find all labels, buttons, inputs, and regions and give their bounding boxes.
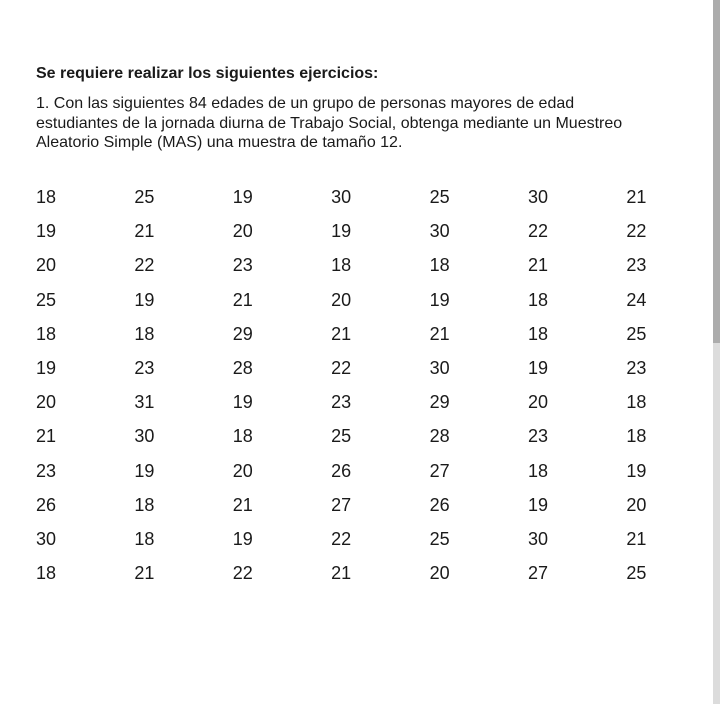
age-cell: 18 (232, 426, 253, 447)
ages-table (36, 187, 720, 597)
age-cell: 30 (36, 528, 57, 549)
age-cell: 19 (232, 528, 253, 549)
age-cell: 28 (429, 426, 450, 447)
age-cell: 23 (36, 460, 57, 481)
age-cell: 21 (626, 187, 647, 207)
age-cell: 19 (527, 357, 548, 378)
age-cell: 18 (36, 323, 57, 344)
age-cell: 25 (429, 187, 450, 207)
instruction-line-1: 1. Con las siguientes 84 edades de un grupo de personas mayores de edad (36, 95, 575, 112)
age-cell: 18 (626, 392, 647, 413)
age-cell: 26 (429, 494, 450, 515)
document-heading: Se requiere realizar los siguientes ejercicios: (36, 65, 379, 82)
age-cell: 22 (331, 357, 352, 378)
age-cell: 23 (232, 255, 253, 276)
age-cell: 26 (36, 494, 57, 515)
age-cell: 18 (36, 563, 57, 584)
age-cell: 27 (331, 494, 352, 515)
vertical-scrollbar-track[interactable] (713, 0, 720, 704)
age-cell: 18 (626, 426, 647, 447)
age-cell: 22 (134, 255, 155, 276)
age-cell: 25 (626, 563, 647, 584)
age-cell: 30 (429, 357, 450, 378)
age-cell: 21 (36, 426, 57, 447)
age-cell: 21 (134, 563, 155, 584)
age-cell: 20 (232, 460, 253, 481)
age-cell: 21 (232, 289, 253, 310)
age-cell: 29 (429, 392, 450, 413)
age-cell: 22 (232, 563, 253, 584)
age-cell: 29 (232, 323, 253, 344)
age-cell: 30 (429, 221, 450, 242)
age-cell: 30 (527, 187, 548, 207)
age-cell: 25 (36, 289, 57, 310)
age-cell: 18 (527, 460, 548, 481)
age-cell: 21 (626, 528, 647, 549)
age-cell: 30 (134, 426, 155, 447)
age-cell: 19 (232, 392, 253, 413)
age-cell: 20 (626, 494, 647, 515)
age-cell: 22 (331, 528, 352, 549)
age-cell: 27 (429, 460, 450, 481)
age-cell: 18 (134, 323, 155, 344)
age-cell: 21 (429, 323, 450, 344)
age-cell: 20 (527, 392, 548, 413)
age-cell: 20 (331, 289, 352, 310)
age-cell: 23 (527, 426, 548, 447)
age-cell: 19 (527, 494, 548, 515)
age-cell: 24 (626, 289, 647, 310)
age-cell: 21 (232, 494, 253, 515)
age-cell: 19 (232, 187, 253, 207)
age-cell: 22 (626, 221, 647, 242)
age-cell: 30 (331, 187, 352, 207)
vertical-scrollbar-thumb[interactable] (713, 0, 720, 343)
age-cell: 21 (134, 221, 155, 242)
age-cell: 20 (232, 221, 253, 242)
age-cell: 28 (232, 357, 253, 378)
age-cell: 19 (331, 221, 352, 242)
instruction-line-2: estudiantes de la jornada diurna de Trabajo Social, obtenga mediante un Muestreo (36, 114, 623, 132)
age-cell: 20 (429, 563, 450, 584)
age-cell: 30 (527, 528, 548, 549)
age-cell: 18 (527, 323, 548, 344)
age-cell: 18 (36, 187, 57, 207)
instruction-line-3: Aleatorio Simple (MAS) una muestra de tamaño 12. (36, 134, 403, 151)
age-cell: 25 (134, 187, 155, 207)
age-cell: 31 (134, 392, 155, 413)
age-cell: 25 (626, 323, 647, 344)
age-cell: 18 (331, 255, 352, 276)
age-cell: 23 (626, 357, 647, 378)
age-cell: 19 (626, 460, 647, 481)
age-cell: 23 (626, 255, 647, 276)
age-cell: 26 (331, 460, 352, 481)
age-cell: 19 (429, 289, 450, 310)
age-cell: 19 (134, 289, 155, 310)
age-cell: 18 (134, 528, 155, 549)
age-cell: 18 (527, 289, 548, 310)
age-cell: 20 (36, 255, 57, 276)
age-cell: 18 (429, 255, 450, 276)
age-cell: 22 (527, 221, 548, 242)
age-cell: 19 (134, 460, 155, 481)
age-cell: 21 (331, 563, 352, 584)
age-cell: 21 (331, 323, 352, 344)
exercise-instruction (36, 94, 622, 153)
age-cell: 25 (331, 426, 352, 447)
age-cell: 20 (36, 392, 57, 413)
age-cell: 23 (331, 392, 352, 413)
age-cell: 25 (429, 528, 450, 549)
age-cell: 19 (36, 357, 57, 378)
age-cell: 19 (36, 221, 57, 242)
age-cell: 18 (134, 494, 155, 515)
age-cell: 21 (527, 255, 548, 276)
age-cell: 27 (527, 563, 548, 584)
age-cell: 23 (134, 357, 155, 378)
